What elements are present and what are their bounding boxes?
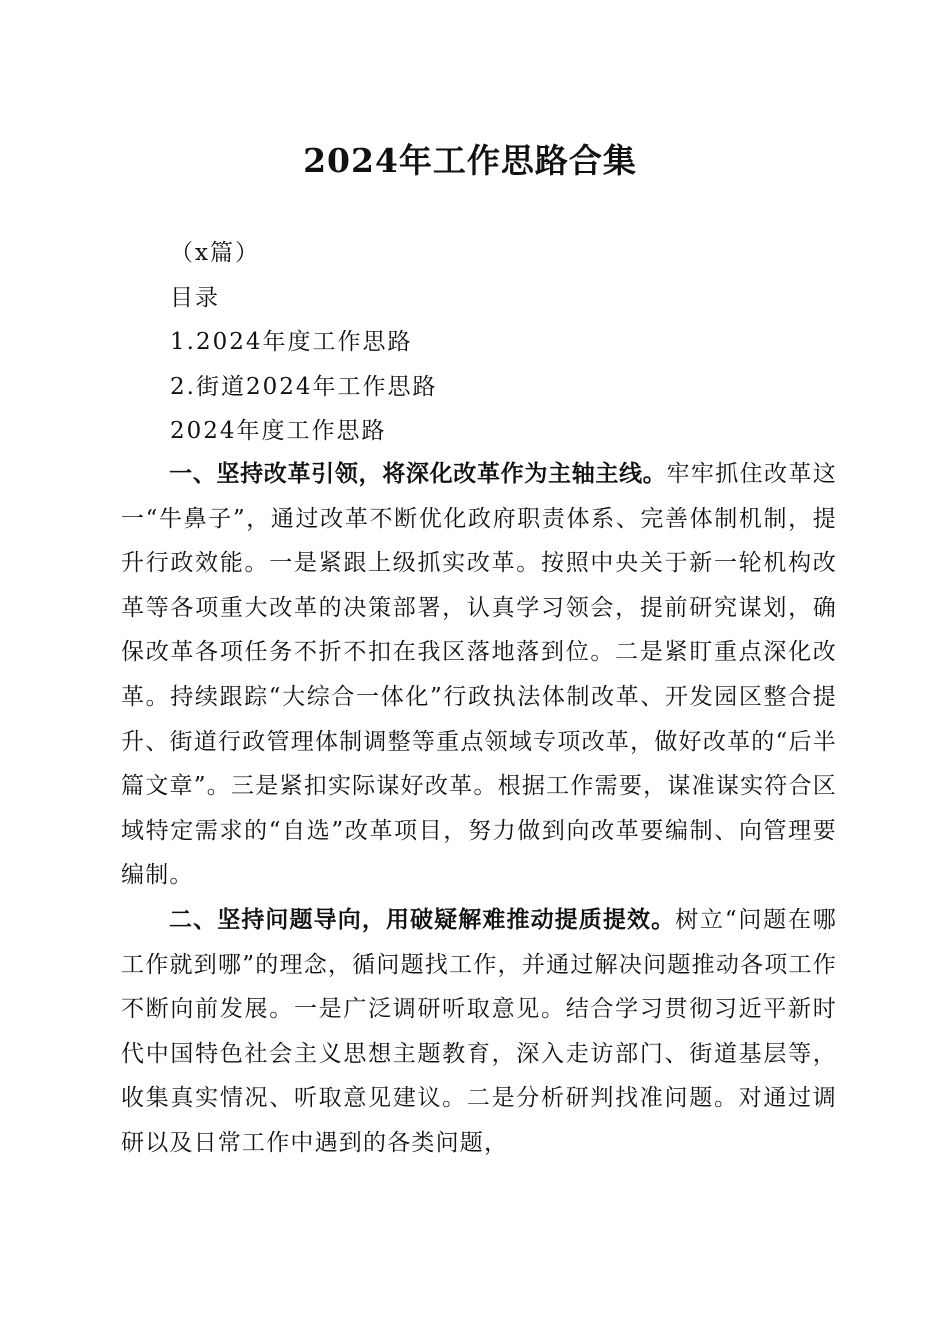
section-title: 2024年度工作思路 xyxy=(170,418,387,444)
paragraph-1 xyxy=(121,452,837,898)
paragraph-2-lead: 二、坚持问题导向，用破疑解难推动提质提效。 xyxy=(169,907,676,933)
document-title: 2024年工作思路合集 xyxy=(303,141,637,180)
count-note: （x篇） xyxy=(170,240,260,266)
toc-heading: 目录 xyxy=(170,285,220,311)
paragraph-2 xyxy=(121,898,837,1166)
toc-item-1: 1.2024年度工作思路 xyxy=(170,329,413,355)
paragraph-1-body: 牢牢抓住改革这一“牛鼻子”，通过改革不断优化政府职责体系、完善体制机制，提升行政效能。一是紧跟上级抓实改革。按照中央关于新一轮机构改革等各项重大改革的决策部署，认真学习领会，提前研究谋划，确保改革各项任务不折不扣在我区落地落到位。二是紧盯重点深化改革。持续跟踪“大综合一体化”行政执法体制改革、开发园区整合提升、街道行政管理体制调整等重点领域专项改革，做好改革的“后半篇文章”。三是紧扣实际谋好改革。根据工作需要，谋准谋实符合区域特定需求的“自选”改革项目，努力做到向改革要编制、向管理要编制。 xyxy=(121,461,838,889)
paragraph-2-body: 树立“问题在哪工作就到哪”的理念，循问题找工作，并通过解决问题推动各项工作不断向前发展。一是广泛调研听取意见。结合学习贯彻习近平新时代中国特色社会主义思想主题教育，深入走访部门、街道基层等，收集真实情况、听取意见建议。二是分析研判找准问题。对通过调研以及日常工作中遇到的各类问题， xyxy=(121,907,837,1156)
toc-item-2: 2.街道2024年工作思路 xyxy=(170,374,438,400)
paragraph-1-lead: 一、坚持改革引领，将深化改革作为主轴主线。 xyxy=(169,461,667,487)
